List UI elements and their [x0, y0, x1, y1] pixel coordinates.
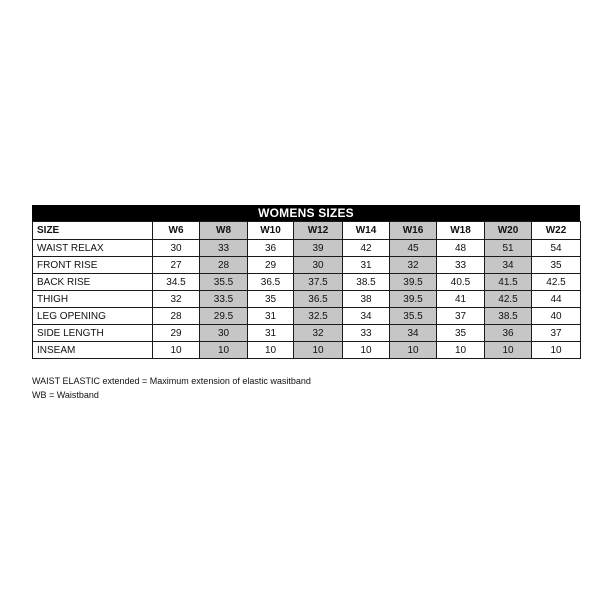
measurement-cell: 41.5	[485, 274, 532, 291]
corner-label: SIZE	[33, 222, 153, 240]
size-chart	[32, 205, 580, 359]
measurement-cell: 28	[200, 257, 248, 274]
measurement-cell: 37	[437, 308, 485, 325]
measurement-cell: 42.5	[532, 274, 581, 291]
size-header-cell: W6	[153, 222, 200, 240]
measurement-cell: 31	[248, 325, 294, 342]
measurement-cell: 10	[153, 342, 200, 359]
measurement-cell: 38	[343, 291, 390, 308]
measurement-label: WAIST RELAX	[33, 240, 153, 257]
table-row	[33, 325, 581, 342]
measurement-cell: 38.5	[485, 308, 532, 325]
measurement-cell: 33	[437, 257, 485, 274]
size-header-cell: W12	[294, 222, 343, 240]
measurement-cell: 37.5	[294, 274, 343, 291]
size-header-cell: W14	[343, 222, 390, 240]
table-row	[33, 257, 581, 274]
measurement-cell: 40	[532, 308, 581, 325]
measurement-cell: 32	[294, 325, 343, 342]
measurement-cell: 35	[248, 291, 294, 308]
table-row	[33, 240, 581, 257]
measurement-cell: 42	[343, 240, 390, 257]
measurement-cell: 34	[343, 308, 390, 325]
table-header-row	[33, 222, 581, 240]
measurement-cell: 35.5	[390, 308, 437, 325]
measurement-cell: 35.5	[200, 274, 248, 291]
table-row	[33, 308, 581, 325]
measurement-cell: 45	[390, 240, 437, 257]
chart-title: WOMENS SIZES	[32, 205, 580, 221]
measurement-label: FRONT RISE	[33, 257, 153, 274]
measurement-cell: 54	[532, 240, 581, 257]
measurement-cell: 44	[532, 291, 581, 308]
measurement-cell: 30	[294, 257, 343, 274]
measurement-cell: 32	[390, 257, 437, 274]
measurement-cell: 31	[343, 257, 390, 274]
measurement-cell: 29.5	[200, 308, 248, 325]
measurement-cell: 29	[248, 257, 294, 274]
measurement-cell: 42.5	[485, 291, 532, 308]
measurement-cell: 10	[343, 342, 390, 359]
measurement-cell: 10	[390, 342, 437, 359]
table-row	[33, 342, 581, 359]
measurement-cell: 39.5	[390, 274, 437, 291]
measurement-cell: 51	[485, 240, 532, 257]
measurement-label: THIGH	[33, 291, 153, 308]
measurement-cell: 48	[437, 240, 485, 257]
measurement-label: INSEAM	[33, 342, 153, 359]
measurement-cell: 30	[153, 240, 200, 257]
measurement-cell: 10	[532, 342, 581, 359]
measurement-cell: 37	[532, 325, 581, 342]
measurement-cell: 10	[248, 342, 294, 359]
table-row	[33, 274, 581, 291]
footnote-waistband: WB = Waistband	[32, 390, 99, 400]
size-table	[32, 221, 581, 359]
measurement-cell: 30	[200, 325, 248, 342]
measurement-cell: 39.5	[390, 291, 437, 308]
measurement-cell: 10	[200, 342, 248, 359]
measurement-cell: 33.5	[200, 291, 248, 308]
table-row	[33, 291, 581, 308]
measurement-cell: 10	[437, 342, 485, 359]
measurement-cell: 34.5	[153, 274, 200, 291]
measurement-cell: 28	[153, 308, 200, 325]
measurement-cell: 40.5	[437, 274, 485, 291]
measurement-cell: 38.5	[343, 274, 390, 291]
measurement-cell: 31	[248, 308, 294, 325]
measurement-label: LEG OPENING	[33, 308, 153, 325]
measurement-cell: 36.5	[294, 291, 343, 308]
measurement-cell: 10	[485, 342, 532, 359]
size-header-cell: W8	[200, 222, 248, 240]
size-header-cell: W22	[532, 222, 581, 240]
measurement-cell: 41	[437, 291, 485, 308]
measurement-cell: 10	[294, 342, 343, 359]
measurement-cell: 39	[294, 240, 343, 257]
size-header-cell: W20	[485, 222, 532, 240]
measurement-cell: 29	[153, 325, 200, 342]
measurement-cell: 36.5	[248, 274, 294, 291]
measurement-cell: 32.5	[294, 308, 343, 325]
footnotes	[32, 374, 311, 402]
measurement-cell: 32	[153, 291, 200, 308]
measurement-label: SIDE LENGTH	[33, 325, 153, 342]
size-header-cell: W16	[390, 222, 437, 240]
measurement-cell: 27	[153, 257, 200, 274]
measurement-cell: 36	[485, 325, 532, 342]
measurement-cell: 35	[437, 325, 485, 342]
measurement-cell: 33	[200, 240, 248, 257]
size-header-cell: W10	[248, 222, 294, 240]
measurement-cell: 36	[248, 240, 294, 257]
footnote-waist-elastic: WAIST ELASTIC extended = Maximum extension of elastic wasitband	[32, 376, 311, 386]
size-header-cell: W18	[437, 222, 485, 240]
measurement-cell: 33	[343, 325, 390, 342]
measurement-label: BACK RISE	[33, 274, 153, 291]
measurement-cell: 34	[390, 325, 437, 342]
measurement-cell: 34	[485, 257, 532, 274]
measurement-cell: 35	[532, 257, 581, 274]
